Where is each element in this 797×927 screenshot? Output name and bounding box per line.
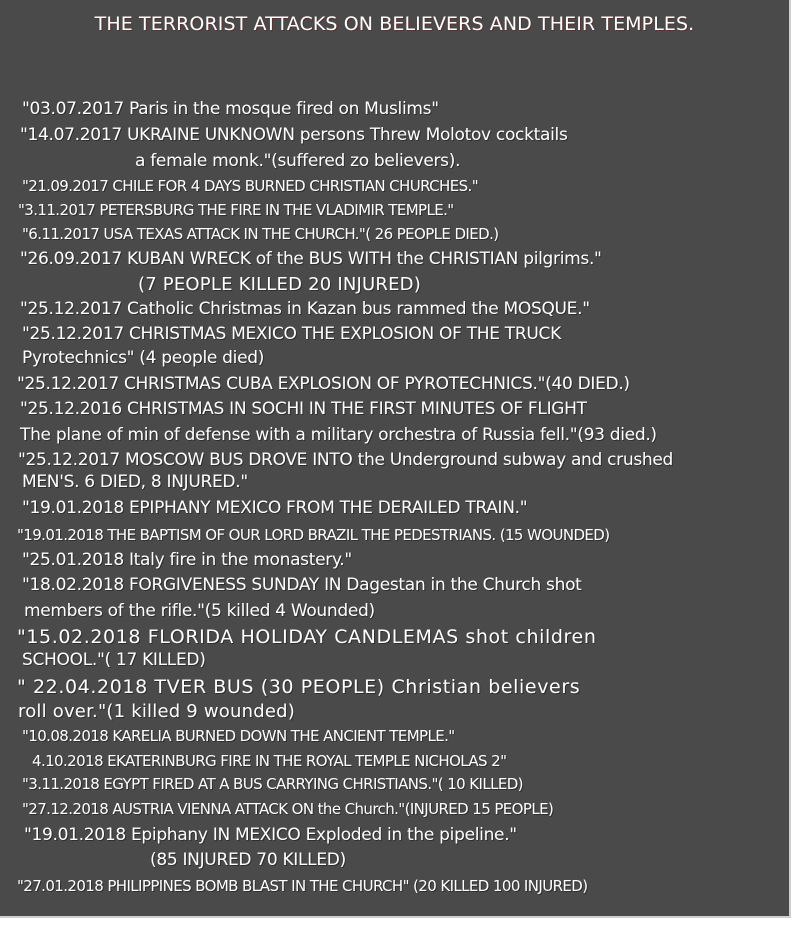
- event-line: "25.01.2018 Italy fire in the monastery.": [22, 550, 352, 570]
- event-line: The plane of min of defense with a military orchestra of Russia fell."(93 died.): [20, 425, 657, 445]
- event-line: "25.12.2016 CHRISTMAS IN SOCHI IN THE FIRST MINUTES OF FLIGHT: [20, 399, 587, 419]
- event-line: "19.01.2018 EPIPHANY MEXICO FROM THE DERAILED TRAIN.": [22, 498, 528, 518]
- event-line: "21.09.2017 CHILE FOR 4 DAYS BURNED CHRISTIAN CHURCHES.": [22, 177, 478, 195]
- event-line: "18.02.2018 FORGIVENESS SUNDAY IN Dagestan in the Church shot: [22, 575, 582, 595]
- event-line: "19.01.2018 THE BAPTISM OF OUR LORD BRAZIL THE PEDESTRIANS. (15 WOUNDED): [17, 526, 610, 544]
- event-line: members of the rifle."(5 killed 4 Wounded): [24, 601, 375, 621]
- event-line: (85 INJURED 70 KILLED): [150, 850, 346, 870]
- event-line: "10.08.2018 KARELIA BURNED DOWN THE ANCIENT TEMPLE.": [22, 727, 455, 745]
- event-line: "14.07.2017 UKRAINE UNKNOWN persons Threw Molotov cocktails: [20, 125, 568, 145]
- event-line: (7 PEOPLE KILLED 20 INJURED): [138, 274, 421, 295]
- event-line: "25.12.2017 Catholic Christmas in Kazan bus rammed the MOSQUE.": [20, 299, 590, 319]
- event-line: roll over."(1 killed 9 wounded): [18, 701, 295, 722]
- event-line: "15.02.2018 FLORIDA HOLIDAY CANDLEMAS shot children: [17, 626, 597, 648]
- event-line: SCHOOL."( 17 KILLED): [22, 650, 206, 670]
- event-line: "27.01.2018 PHILIPPINES BOMB BLAST IN THE CHURCH" (20 KILLED 100 INJURED): [17, 877, 588, 895]
- event-line: a female monk."(suffered zo believers).: [135, 151, 461, 171]
- poster-title: THE TERRORIST ATTACKS ON BELIEVERS AND THEIR TEMPLES.: [94, 13, 695, 35]
- event-line: 4.10.2018 EKATERINBURG FIRE IN THE ROYAL TEMPLE NICHOLAS 2": [32, 752, 507, 770]
- event-line: "25.12.2017 CHRISTMAS MEXICO THE EXPLOSION OF THE TRUCK: [22, 324, 561, 344]
- event-line: "3.11.2018 EGYPT FIRED AT A BUS CARRYING CHRISTIANS."( 10 KILLED): [22, 775, 523, 793]
- event-line: "25.12.2017 CHRISTMAS CUBA EXPLOSION OF PYROTECHNICS."(40 DIED.): [17, 374, 630, 394]
- event-line: "6.11.2017 USA TEXAS ATTACK IN THE CHURCH."( 26 PEOPLE DIED.): [22, 225, 499, 243]
- event-line: "03.07.2017 Paris in the mosque fired on Muslims": [22, 99, 439, 119]
- event-line: " 22.04.2018 TVER BUS (30 PEOPLE) Christian believers: [17, 676, 581, 698]
- event-line: "26.09.2017 KUBAN WRECK of the BUS WITH the CHRISTIAN pilgrims.": [20, 249, 602, 269]
- event-line: MEN'S. 6 DIED, 8 INJURED.": [22, 472, 248, 492]
- event-line: Pyrotechnics" (4 people died): [22, 348, 265, 368]
- event-line: "27.12.2018 AUSTRIA VIENNA ATTACK ON the Church."(INJURED 15 PEOPLE): [22, 800, 554, 818]
- event-line: "19.01.2018 Epiphany IN MEXICO Exploded in the pipeline.": [24, 825, 517, 845]
- event-line: "3.11.2017 PETERSBURG THE FIRE IN THE VLADIMIR TEMPLE.": [18, 201, 454, 219]
- event-line: "25.12.2017 MOSCOW BUS DROVE INTO the Underground subway and crushed: [18, 450, 674, 470]
